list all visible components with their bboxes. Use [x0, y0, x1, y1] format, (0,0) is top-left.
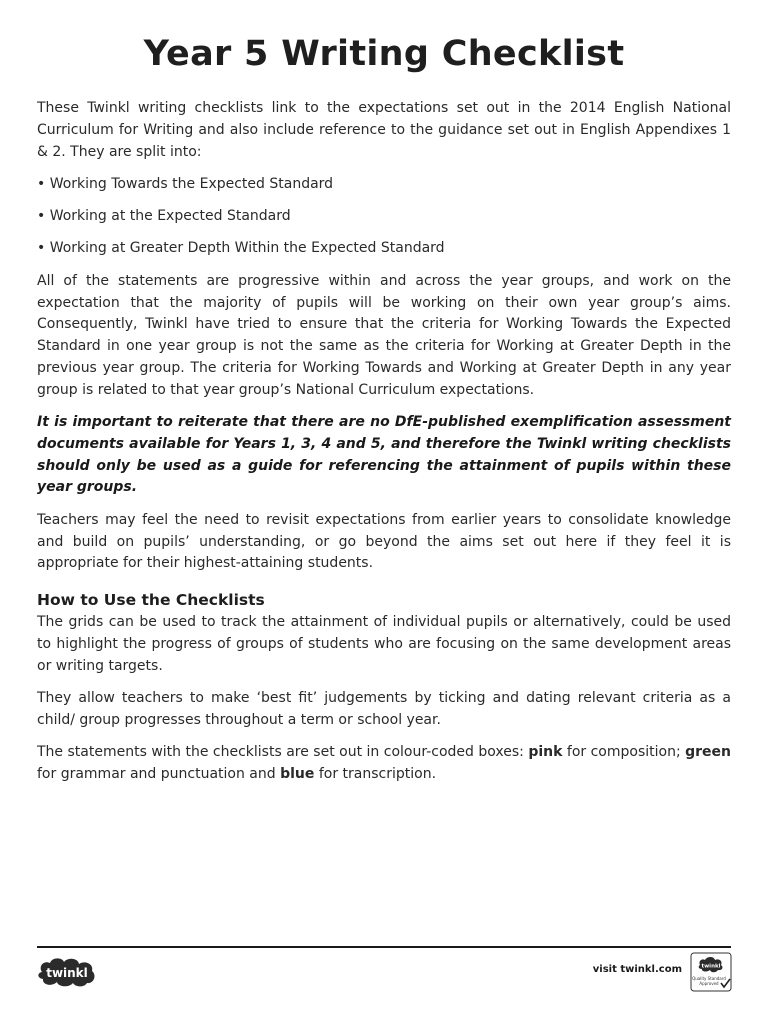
blue-keyword: blue: [280, 765, 315, 782]
badge-line2: Approved: [699, 981, 719, 986]
twinkl-logo[interactable]: [36, 956, 98, 988]
bullet-item: • Working Towards the Expected Standard: [37, 175, 334, 192]
teachers-paragraph: Teachers may feel the need to revisit expectations from earlier years to consolidate knowledge and build on pupils’ understanding, or go beyond the aims set out here if they feel it is appropriate for their highest-attaining students.: [37, 511, 731, 572]
bullet-item: • Working at the Expected Standard: [37, 208, 291, 225]
important-paragraph: It is important to reiterate that there are no DfE-published exemplification assessment documents available for Years 1, 3, 4 and 5, and therefore the Twinkl writing checklists should only be used as a guide for referencing the attainment of pupils within these year groups.: [37, 414, 731, 496]
best-fit-paragraph: They allow teachers to make ‘best fit’ judgements by ticking and dating relevant criteria as a child/ group progresses throughout a term or school year.: [37, 690, 731, 728]
intro-paragraph: These Twinkl writing checklists link to the expectations set out in the 2014 English National Curriculum for Writing and also include reference to the guidance set out in English Appendixes 1 & 2. They are split into:: [37, 100, 731, 160]
content-body: [37, 98, 731, 796]
progressive-paragraph: All of the statements are progressive within and across the year groups, and work on the expectation that the majority of pupils will be working on their own year group’s aims. Consequently, Twinkl have tried to ensure that the criteria for Working Towards the Expected Standard in one year group is not the same as the criteria for Working at Greater Depth in the previous year group. The criteria for Working Towards and Working at Greater Depth in any year group is related to that year group’s National Curriculum expectations.: [37, 272, 731, 398]
colour-code-paragraph: [37, 742, 731, 786]
grids-paragraph: The grids can be used to track the attainment of individual pupils or alternatively, could be used to highlight the progress of groups of students who are focusing on the same development areas or writing targets.: [37, 614, 731, 674]
colour-code-text: for composition;: [562, 744, 686, 761]
pink-keyword: pink: [528, 744, 563, 761]
colour-code-text: for transcription.: [314, 765, 437, 782]
visit-link[interactable]: visit twinkl.com: [592, 964, 682, 975]
colour-code-text: The statements with the checklists are set out in colour-coded boxes:: [37, 744, 529, 761]
quality-standard-badge: [690, 952, 732, 992]
colour-code-text: for grammar and punctuation and: [37, 765, 281, 782]
footer-divider: [37, 946, 731, 948]
page-title: Year 5 Writing Checklist: [143, 34, 625, 74]
green-keyword: green: [685, 744, 732, 761]
badge-logo-text: twinkl: [701, 963, 721, 970]
bullet-item: • Working at Greater Depth Within the Expected Standard: [37, 240, 445, 257]
badge-line1: Quality Standard: [692, 976, 726, 981]
section-heading: How to Use the Checklists: [37, 591, 265, 610]
logo-text: twinkl: [46, 966, 88, 980]
